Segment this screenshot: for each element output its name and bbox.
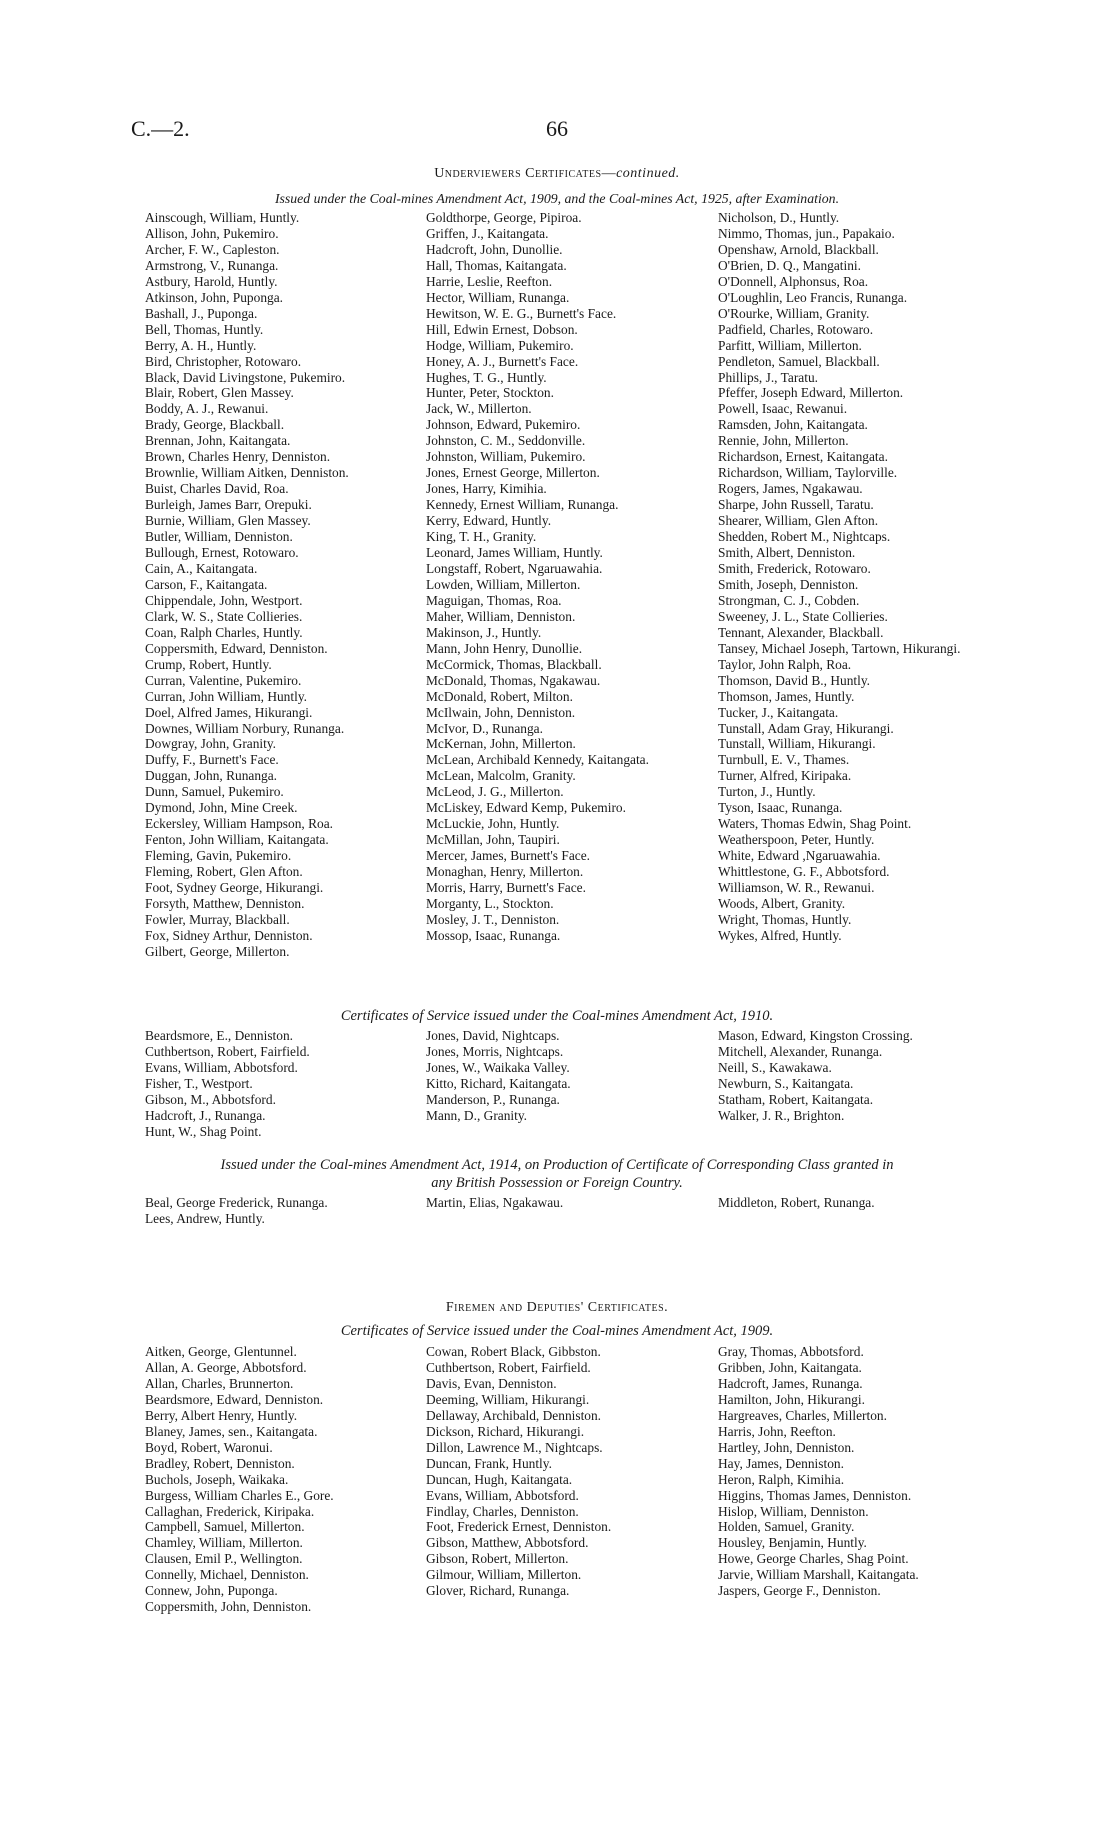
list-item: Statham, Robert, Kaitangata. <box>718 1091 874 1107</box>
list-item: Maguigan, Thomas, Roa. <box>426 592 562 608</box>
list-item: Fisher, T., Westport. <box>145 1075 253 1091</box>
list-item: Armstrong, V., Runanga. <box>145 257 279 273</box>
list-item: Martin, Elias, Ngakawau. <box>426 1195 564 1210</box>
list-item: Jones, Morris, Nightcaps. <box>426 1043 564 1059</box>
list-item: Honey, A. J., Burnett's Face. <box>426 353 579 369</box>
list-item: Shearer, William, Glen Afton. <box>718 513 879 529</box>
list-item: Turton, J., Huntly. <box>718 784 816 800</box>
list-item: Gilbert, George, Millerton. <box>145 943 290 959</box>
list-item: Boddy, A. J., Rewanui. <box>145 401 269 417</box>
list-item: McLean, Archibald Kennedy, Kaitangata. <box>426 752 649 768</box>
list-item: Gribben, John, Kaitangata. <box>718 1359 862 1375</box>
list-item: Sharpe, John Russell, Taratu. <box>718 497 874 513</box>
list-item: Powell, Isaac, Rewanui. <box>718 401 848 417</box>
list-item: Jack, W., Millerton. <box>426 401 532 417</box>
list-item: Brown, Charles Henry, Denniston. <box>145 449 331 465</box>
list-item: Hislop, William, Denniston. <box>718 1503 869 1519</box>
list-item: Bird, Christopher, Rotowaro. <box>145 353 302 369</box>
list-item: Hay, James, Denniston. <box>718 1455 844 1471</box>
list-item: Foot, Frederick Ernest, Denniston. <box>426 1519 612 1535</box>
list-item: Dymond, John, Mine Creek. <box>145 800 298 816</box>
list-item: McDonald, Robert, Milton. <box>426 688 573 704</box>
list-item: Hamilton, John, Hikurangi. <box>718 1391 865 1407</box>
corresponding-1914-subtitle-line-1: Issued under the Coal-mines Amendment Act, 1914, on Production of Certificate of Corresponding Class granted in <box>220 1157 894 1173</box>
list-item: Fowler, Murray, Blackball. <box>145 911 290 927</box>
list-item: Clausen, Emil P., Wellington. <box>145 1551 303 1567</box>
list-item: Mosley, J. T., Denniston. <box>426 911 560 927</box>
list-item: Maher, William, Denniston. <box>426 608 576 624</box>
list-item: Richardson, William, Taylorville. <box>718 465 898 481</box>
list-item: Hector, William, Runanga. <box>426 289 570 305</box>
list-item: Fleming, Robert, Glen Afton. <box>145 864 303 880</box>
list-item: Buchols, Joseph, Waikaka. <box>145 1471 289 1487</box>
list-item: Cowan, Robert Black, Gibbston. <box>426 1344 601 1359</box>
list-item: Jaspers, George F., Denniston. <box>718 1583 881 1599</box>
list-item: Jarvie, William Marshall, Kaitangata. <box>718 1567 919 1583</box>
list-item: Glover, Richard, Runanga. <box>426 1583 570 1599</box>
list-item: Thomson, James, Huntly. <box>718 688 855 704</box>
list-item: Higgins, Thomas James, Denniston. <box>718 1487 912 1503</box>
list-item: Nimmo, Thomas, jun., Papakaio. <box>718 225 895 241</box>
list-item: Allan, Charles, Brunnerton. <box>145 1375 294 1391</box>
list-item: McIvor, D., Runanga. <box>426 720 543 736</box>
list-item: Curran, John William, Huntly. <box>145 688 307 704</box>
list-item: Deeming, William, Hikurangi. <box>426 1391 590 1407</box>
list-item: Weatherspoon, Peter, Huntly. <box>718 832 875 848</box>
firemen-column-1 <box>145 1344 465 1615</box>
list-item: Goldthorpe, George, Pipiroa. <box>426 210 582 225</box>
list-item: Tucker, J., Kaitangata. <box>718 704 839 720</box>
list-item: Jones, Harry, Kimihia. <box>426 481 547 497</box>
list-item: McLiskey, Edward Kemp, Pukemiro. <box>426 800 626 816</box>
list-item: Lees, Andrew, Huntly. <box>145 1210 265 1226</box>
list-item: Hodge, William, Pukemiro. <box>426 337 574 353</box>
underviewers-subtitle: Issued under the Coal-mines Amendment Act, 1909, and the Coal-mines Act, 1925, after Examination. <box>274 191 840 206</box>
list-item: McLean, Malcolm, Granity. <box>426 768 576 784</box>
list-item: King, T. H., Granity. <box>426 529 537 545</box>
list-item: Smith, Frederick, Rotowaro. <box>718 560 871 576</box>
service-1910-column-3 <box>718 1028 1008 1124</box>
page-reference: C.—2. <box>131 116 190 141</box>
list-item: Dowgray, John, Granity. <box>145 736 277 752</box>
list-item: Connew, John, Puponga. <box>145 1583 278 1599</box>
list-item: Chippendale, John, Westport. <box>145 592 303 608</box>
list-item: Coan, Ralph Charles, Huntly. <box>145 624 303 640</box>
list-item: Burleigh, James Barr, Orepuki. <box>145 497 312 513</box>
underviewers-title-continued: continued. <box>616 166 680 181</box>
list-item: O'Rourke, William, Granity. <box>718 305 870 321</box>
list-item: Williamson, W. R., Rewanui. <box>718 880 875 896</box>
list-item: Nicholson, D., Huntly. <box>718 210 840 225</box>
list-item: O'Loughlin, Leo Francis, Runanga. <box>718 289 908 305</box>
list-item: Thomson, David B., Huntly. <box>718 672 871 688</box>
list-item: Duffy, F., Burnett's Face. <box>145 752 279 768</box>
list-item: Hunt, W., Shag Point. <box>145 1123 262 1139</box>
list-item: Evans, William, Abbotsford. <box>426 1487 579 1503</box>
corresponding-1914-column-1 <box>145 1195 465 1227</box>
list-item: Kitto, Richard, Kaitangata. <box>426 1075 571 1091</box>
list-item: Atkinson, John, Puponga. <box>145 289 284 305</box>
list-item: Duncan, Frank, Huntly. <box>426 1455 552 1471</box>
list-item: Tunstall, Adam Gray, Hikurangi. <box>718 720 894 736</box>
list-item: Openshaw, Arnold, Blackball. <box>718 241 879 257</box>
list-item: Wykes, Alfred, Huntly. <box>718 927 842 943</box>
underviewers-column-2 <box>426 210 746 944</box>
list-item: Rogers, James, Ngakawau. <box>718 481 863 497</box>
list-item: Davis, Evan, Denniston. <box>426 1375 557 1391</box>
list-item: Brownlie, William Aitken, Denniston. <box>145 465 349 481</box>
list-item: Blair, Robert, Glen Massey. <box>145 385 294 401</box>
list-item: Fenton, John William, Kaitangata. <box>145 832 329 848</box>
list-item: Taylor, John Ralph, Roa. <box>718 656 852 672</box>
list-item: Hall, Thomas, Kaitangata. <box>426 257 567 273</box>
list-item: Tennant, Alexander, Blackball. <box>718 624 884 640</box>
list-item: Buist, Charles David, Roa. <box>145 481 289 497</box>
list-item: Shedden, Robert M., Nightcaps. <box>718 529 891 545</box>
list-item: Harrie, Leslie, Reefton. <box>426 273 553 289</box>
list-item: Mason, Edward, Kingston Crossing. <box>718 1028 913 1043</box>
list-item: Newburn, S., Kaitangata. <box>718 1075 854 1091</box>
list-item: Mann, John Henry, Dunollie. <box>426 640 583 656</box>
list-item: Ramsden, John, Kaitangata. <box>718 417 868 433</box>
underviewers-heading <box>0 166 1114 182</box>
list-item: Longstaff, Robert, Ngaruawahia. <box>426 560 603 576</box>
underviewers-column-1 <box>145 210 465 960</box>
list-item: Aitken, George, Glentunnel. <box>145 1344 297 1359</box>
list-item: Gray, Thomas, Abbotsford. <box>718 1344 864 1359</box>
list-item: McLuckie, John, Huntly. <box>426 816 560 832</box>
corresponding-1914-column-2 <box>426 1195 746 1211</box>
list-item: Forsyth, Matthew, Denniston. <box>145 895 305 911</box>
list-item: Howe, George Charles, Shag Point. <box>718 1551 909 1567</box>
list-item: McIlwain, John, Denniston. <box>426 704 576 720</box>
list-item: Turner, Alfred, Kiripaka. <box>718 768 852 784</box>
list-item: Hartley, John, Denniston. <box>718 1439 855 1455</box>
list-item: Makinson, J., Huntly. <box>426 624 542 640</box>
list-item: Kennedy, Ernest William, Runanga. <box>426 497 619 513</box>
list-item: Brennan, John, Kaitangata. <box>145 433 291 449</box>
list-item: Clark, W. S., State Collieries. <box>145 608 303 624</box>
list-item: Turnbull, E. V., Thames. <box>718 752 850 768</box>
list-item: Fleming, Gavin, Pukemiro. <box>145 848 292 864</box>
list-item: Hadcroft, John, Dunollie. <box>426 241 563 257</box>
list-item: Mann, D., Granity. <box>426 1107 528 1123</box>
list-item: Campbell, Samuel, Millerton. <box>145 1519 305 1535</box>
underviewers-column-3 <box>718 210 1008 944</box>
list-item: Cuthbertson, Robert, Fairfield. <box>145 1043 310 1059</box>
list-item: McCormick, Thomas, Blackball. <box>426 656 602 672</box>
list-item: Gilmour, William, Millerton. <box>426 1567 582 1583</box>
list-item: Mercer, James, Burnett's Face. <box>426 848 590 864</box>
list-item: Butler, William, Denniston. <box>145 529 293 545</box>
list-item: Griffen, J., Kaitangata. <box>426 225 549 241</box>
list-item: Allison, John, Pukemiro. <box>145 225 279 241</box>
list-item: Findlay, Charles, Denniston. <box>426 1503 579 1519</box>
service-1910-column-1 <box>145 1028 465 1140</box>
list-item: Hewitson, W. E. G., Burnett's Face. <box>426 305 617 321</box>
list-item: Duncan, Hugh, Kaitangata. <box>426 1471 573 1487</box>
list-item: Foot, Sydney George, Hikurangi. <box>145 880 324 896</box>
list-item: Kerry, Edward, Huntly. <box>426 513 552 529</box>
list-item: Parfitt, William, Millerton. <box>718 337 862 353</box>
list-item: Beardsmore, Edward, Denniston. <box>145 1391 324 1407</box>
list-item: Woods, Albert, Granity. <box>718 895 846 911</box>
list-item: Hadcroft, J., Runanga. <box>145 1107 266 1123</box>
list-item: Walker, J. R., Brighton. <box>718 1107 845 1123</box>
list-item: Beardsmore, E., Denniston. <box>145 1028 294 1043</box>
list-item: Wright, Thomas, Huntly. <box>718 911 852 927</box>
list-item: Tunstall, William, Hikurangi. <box>718 736 876 752</box>
list-item: Cain, A., Kaitangata. <box>145 560 258 576</box>
service-1910-subtitle: Certificates of Service issued under the Coal-mines Amendment Act, 1910. <box>340 1008 774 1024</box>
list-item: Burgess, William Charles E., Gore. <box>145 1487 334 1503</box>
list-item: Neill, S., Kawakawa. <box>718 1059 832 1075</box>
list-item: Johnston, C. M., Seddonville. <box>426 433 586 449</box>
list-item: Morganty, L., Stockton. <box>426 895 554 911</box>
list-item: Coppersmith, John, Denniston. <box>145 1599 312 1615</box>
list-item: Boyd, Robert, Waronui. <box>145 1439 273 1455</box>
list-item: McKernan, John, Millerton. <box>426 736 576 752</box>
list-item: Strongman, C. J., Cobden. <box>718 592 860 608</box>
list-item: Jones, W., Waikaka Valley. <box>426 1059 570 1075</box>
list-item: Padfield, Charles, Rotowaro. <box>718 321 874 337</box>
list-item: Smith, Joseph, Denniston. <box>718 576 859 592</box>
list-item: Bradley, Robert, Denniston. <box>145 1455 295 1471</box>
list-item: Hill, Edwin Ernest, Dobson. <box>426 321 578 337</box>
list-item: Brady, George, Blackball. <box>145 417 285 433</box>
underviewers-title: Underviewers Certificates— <box>434 166 617 181</box>
list-item: Astbury, Harold, Huntly. <box>145 273 278 289</box>
list-item: Berry, Albert Henry, Huntly. <box>145 1407 298 1423</box>
list-item: Duggan, John, Runanga. <box>145 768 278 784</box>
list-item: Coppersmith, Edward, Denniston. <box>145 640 328 656</box>
list-item: Manderson, P., Runanga. <box>426 1091 560 1107</box>
firemen-column-2 <box>426 1344 746 1599</box>
list-item: Doel, Alfred James, Hikurangi. <box>145 704 313 720</box>
list-item: White, Edward ,Ngaruawahia. <box>718 848 881 864</box>
list-item: Carson, F., Kaitangata. <box>145 576 268 592</box>
list-item: Downes, William Norbury, Runanga. <box>145 720 345 736</box>
list-item: McDonald, Thomas, Ngakawau. <box>426 672 601 688</box>
list-item: McMillan, John, Taupiri. <box>426 832 560 848</box>
list-item: Morris, Harry, Burnett's Face. <box>426 880 586 896</box>
list-item: Mitchell, Alexander, Runanga. <box>718 1043 883 1059</box>
list-item: Cuthbertson, Robert, Fairfield. <box>426 1359 591 1375</box>
list-item: Curran, Valentine, Pukemiro. <box>145 672 302 688</box>
list-item: Dillon, Lawrence M., Nightcaps. <box>426 1439 603 1455</box>
list-item: Blaney, James, sen., Kaitangata. <box>145 1423 318 1439</box>
list-item: Jones, David, Nightcaps. <box>426 1028 560 1043</box>
list-item: Lowden, William, Millerton. <box>426 576 581 592</box>
list-item: Mossop, Isaac, Runanga. <box>426 927 561 943</box>
list-item: Middleton, Robert, Runanga. <box>718 1195 875 1210</box>
list-item: Dickson, Richard, Hikurangi. <box>426 1423 585 1439</box>
list-item: Berry, A. H., Huntly. <box>145 337 257 353</box>
list-item: Archer, F. W., Capleston. <box>145 241 280 257</box>
list-item: Bell, Thomas, Huntly. <box>145 321 264 337</box>
list-item: Hargreaves, Charles, Millerton. <box>718 1407 887 1423</box>
service-1910-column-2 <box>426 1028 746 1124</box>
list-item: Tansey, Michael Joseph, Tartown, Hikurangi. <box>718 640 961 656</box>
list-item: Bullough, Ernest, Rotowaro. <box>145 545 299 561</box>
firemen-heading: Firemen and Deputies' Certificates. <box>445 1300 669 1315</box>
list-item: Connelly, Michael, Denniston. <box>145 1567 309 1583</box>
list-item: Beal, George Frederick, Runanga. <box>145 1195 328 1210</box>
list-item: Gibson, M., Abbotsford. <box>145 1091 276 1107</box>
list-item: McLeod, J. G., Millerton. <box>426 784 564 800</box>
list-item: Gibson, Robert, Millerton. <box>426 1551 569 1567</box>
list-item: O'Donnell, Alphonsus, Roa. <box>718 273 869 289</box>
list-item: Dellaway, Archibald, Denniston. <box>426 1407 602 1423</box>
list-item: Tyson, Isaac, Runanga. <box>718 800 843 816</box>
list-item: Smith, Albert, Denniston. <box>718 545 856 561</box>
list-item: Hughes, T. G., Huntly. <box>426 369 547 385</box>
list-item: Black, David Livingstone, Pukemiro. <box>145 369 346 385</box>
list-item: Whittlestone, G. F., Abbotsford. <box>718 864 890 880</box>
list-item: Jones, Ernest George, Millerton. <box>426 465 600 481</box>
list-item: Dunn, Samuel, Pukemiro. <box>145 784 284 800</box>
list-item: O'Brien, D. Q., Mangatini. <box>718 257 861 273</box>
list-item: Waters, Thomas Edwin, Shag Point. <box>718 816 912 832</box>
list-item: Chamley, William, Millerton. <box>145 1535 303 1551</box>
list-item: Holden, Samuel, Granity. <box>718 1519 855 1535</box>
list-item: Housley, Benjamin, Huntly. <box>718 1535 867 1551</box>
list-item: Eckersley, William Hampson, Roa. <box>145 816 334 832</box>
firemen-subtitle: Certificates of Service issued under the Coal-mines Amendment Act, 1909. <box>340 1323 774 1339</box>
list-item: Bashall, J., Puponga. <box>145 305 258 321</box>
list-item: Allan, A. George, Abbotsford. <box>145 1359 307 1375</box>
list-item: Hadcroft, James, Runanga. <box>718 1375 863 1391</box>
list-item: Harris, John, Reefton. <box>718 1423 836 1439</box>
list-item: Rennie, John, Millerton. <box>718 433 849 449</box>
list-item: Richardson, Ernest, Kaitangata. <box>718 449 888 465</box>
list-item: Gibson, Matthew, Abbotsford. <box>426 1535 589 1551</box>
list-item: Monaghan, Henry, Millerton. <box>426 864 584 880</box>
firemen-column-3 <box>718 1344 1008 1599</box>
list-item: Johnson, Edward, Pukemiro. <box>426 417 581 433</box>
list-item: Callaghan, Frederick, Kiripaka. <box>145 1503 315 1519</box>
list-item: Heron, Ralph, Kimihia. <box>718 1471 845 1487</box>
list-item: Pfeffer, Joseph Edward, Millerton. <box>718 385 904 401</box>
page-number: 66 <box>546 116 568 141</box>
list-item: Fox, Sidney Arthur, Denniston. <box>145 927 313 943</box>
corresponding-1914-subtitle-line-2: any British Possession or Foreign Country. <box>431 1175 683 1191</box>
list-item: Evans, William, Abbotsford. <box>145 1059 298 1075</box>
list-item: Phillips, J., Taratu. <box>718 369 818 385</box>
list-item: Leonard, James William, Huntly. <box>426 545 603 561</box>
list-item: Hunter, Peter, Stockton. <box>426 385 554 401</box>
corresponding-1914-column-3 <box>718 1195 1008 1211</box>
list-item: Johnston, William, Pukemiro. <box>426 449 586 465</box>
list-item: Sweeney, J. L., State Collieries. <box>718 608 888 624</box>
list-item: Pendleton, Samuel, Blackball. <box>718 353 880 369</box>
list-item: Crump, Robert, Huntly. <box>145 656 272 672</box>
list-item: Burnie, William, Glen Massey. <box>145 513 311 529</box>
list-item: Ainscough, William, Huntly. <box>145 210 300 225</box>
